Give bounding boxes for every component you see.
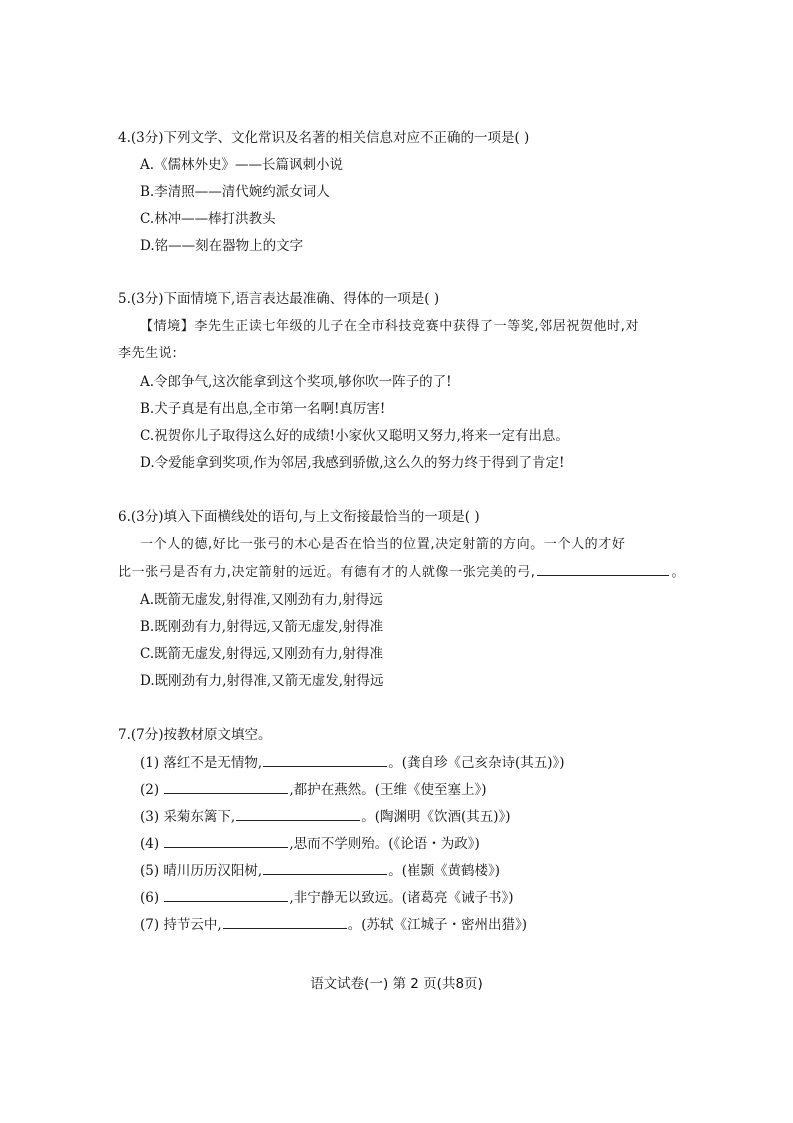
item-number: (3) bbox=[140, 809, 160, 825]
item-before-text: 采菊东篱下, bbox=[163, 809, 236, 825]
fill-blank[interactable] bbox=[223, 916, 347, 929]
question-6-answer-blank[interactable] bbox=[537, 563, 669, 576]
question-5-option-c: C.祝贺你儿子取得这么好的成绩!小家伙又聪明又努力,将来一定有出息。 bbox=[140, 428, 569, 444]
question-6-option-a: A.既箭无虚发,射得准,又刚劲有力,射得远 bbox=[140, 592, 383, 608]
item-number: (2) bbox=[140, 782, 160, 798]
item-after-text: 。(苏轼《江城子・密州出猎》) bbox=[347, 917, 528, 933]
question-4-option-c: C.林冲——棒打洪教头 bbox=[140, 211, 276, 227]
question-7-item-6 bbox=[140, 889, 514, 907]
question-6-option-d: D.既刚劲有力,射得准,又箭无虚发,射得远 bbox=[140, 673, 384, 689]
question-5-stem: 5.(3分)下面情境下,语言表达最准确、得体的一项是( ) bbox=[118, 291, 440, 307]
item-before-text: 落红不是无情物, bbox=[163, 755, 263, 771]
question-6-stem: 6.(3分)填入下面横线处的语句,与上文衔接最恰当的一项是( ) bbox=[118, 509, 480, 525]
question-7-stem: 7.(7分)按教材原文填空。 bbox=[118, 727, 272, 743]
question-5-context: 【情境】李先生正读七年级的儿子在全市科技竞赛中获得了一等奖,邻居祝贺他时,对 bbox=[140, 319, 640, 334]
question-4-option-a: A.《儒林外史》——长篇讽刺小说 bbox=[140, 157, 344, 173]
question-7-item-4 bbox=[140, 835, 480, 853]
question-7-item-2 bbox=[140, 781, 487, 799]
item-before-text: 晴川历历汉阳树, bbox=[163, 863, 263, 879]
item-after-text: 。(龚自珍《己亥杂诗(其五)》) bbox=[388, 755, 565, 771]
item-number: (6) bbox=[140, 890, 160, 906]
item-after-text: 。(陶渊明《饮酒(其五)》) bbox=[361, 809, 511, 825]
fill-blank[interactable] bbox=[263, 754, 387, 767]
item-number: (7) bbox=[140, 917, 160, 933]
question-5-option-d: D.令爱能拿到奖项,作为邻居,我感到骄傲,这么久的努力终于得到了肯定! bbox=[140, 455, 565, 471]
question-7-item-5 bbox=[140, 862, 500, 880]
question-7-item-7 bbox=[140, 916, 527, 934]
item-after-text: ,非宁静无以致远。(诸葛亮《诫子书》) bbox=[289, 890, 514, 906]
question-6-passage-cont bbox=[118, 563, 685, 582]
item-after-text: ,都护在燕然。(王维《使至塞上》) bbox=[289, 782, 487, 798]
question-7-item-3 bbox=[140, 808, 511, 826]
question-5-option-a: A.令郎争气,这次能拿到这个奖项,够你吹一阵子的了! bbox=[140, 374, 452, 390]
fill-blank[interactable] bbox=[263, 862, 387, 875]
question-6-passage: 一个人的德,好比一张弓的木心是否在恰当的位置,决定射箭的方向。一个人的才好 bbox=[140, 537, 626, 552]
page-footer: 语文试卷(一) 第 2 页(共8页) bbox=[310, 976, 483, 992]
item-after-text: ,思而不学则殆。(《论语・为政》) bbox=[289, 836, 480, 852]
question-5-context-cont: 李先生说: bbox=[118, 346, 178, 361]
question-6-passage-end: 。 bbox=[671, 565, 686, 580]
question-4-option-d: D.铭——刻在器物上的文字 bbox=[140, 238, 304, 254]
item-after-text: 。(崔颢《黄鹤楼》) bbox=[388, 863, 501, 879]
question-6-option-b: B.既刚劲有力,射得远,又箭无虚发,射得准 bbox=[140, 619, 384, 635]
item-before-text: 持节云中, bbox=[163, 917, 222, 933]
question-4-option-b: B.李清照——清代婉约派女词人 bbox=[140, 184, 330, 200]
fill-blank[interactable] bbox=[164, 889, 288, 902]
question-6-passage-text: 比一张弓是否有力,决定箭射的远近。有德有才的人就像一张完美的弓, bbox=[118, 565, 536, 580]
question-5-option-b: B.犬子真是有出息,全市第一名啊!真厉害! bbox=[140, 401, 386, 417]
question-4-stem: 4.(3分)下列文学、文化常识及名著的相关信息对应不正确的一项是( ) bbox=[118, 130, 530, 146]
question-6-option-c: C.既箭无虚发,射得远,又刚劲有力,射得准 bbox=[140, 646, 384, 662]
fill-blank[interactable] bbox=[164, 835, 288, 848]
question-7-item-1 bbox=[140, 754, 565, 772]
item-number: (5) bbox=[140, 863, 160, 879]
fill-blank[interactable] bbox=[164, 781, 288, 794]
item-number: (1) bbox=[140, 755, 160, 771]
item-number: (4) bbox=[140, 836, 160, 852]
fill-blank[interactable] bbox=[236, 808, 360, 821]
